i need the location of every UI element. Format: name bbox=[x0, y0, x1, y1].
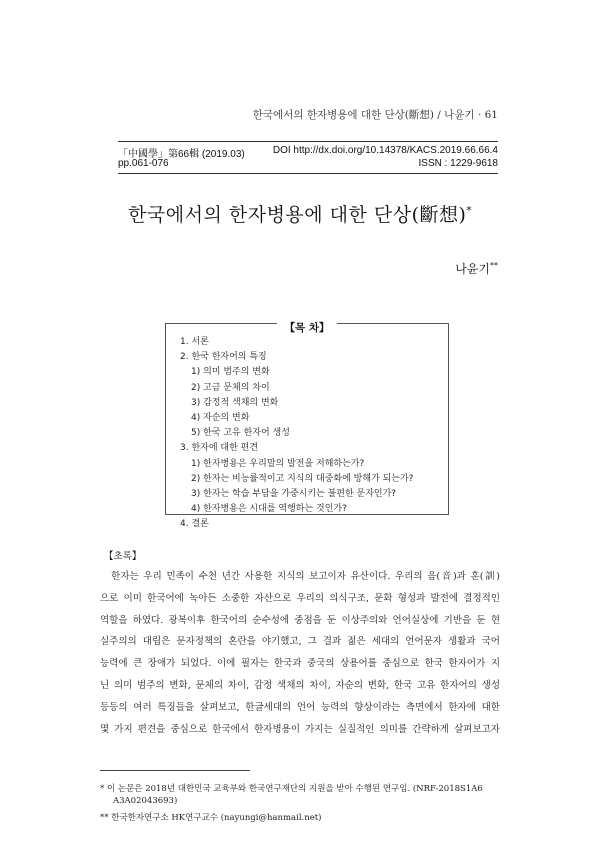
footnote-1 bbox=[100, 782, 500, 794]
toc-item[interactable]: 2. 한국 한자어의 특징 bbox=[180, 352, 267, 363]
journal-name: 「中國學」第66輯 (2019.03) bbox=[118, 149, 245, 160]
toc-item[interactable]: 3. 한자에 대한 편견 bbox=[180, 443, 259, 454]
issn: ISSN : 1229-9618 bbox=[418, 158, 498, 169]
toc-item[interactable]: 1) 한자병용은 우리말의 발전을 저해하는가? bbox=[191, 458, 365, 469]
paper-title-text: 한국에서의 한자병용에 대한 단상(斷想) bbox=[128, 204, 467, 226]
toc-item[interactable]: 2) 고금 문체의 차이 bbox=[191, 382, 270, 393]
footnote-1-text: 이 논문은 2018년 대한민국 교육부와 한국연구재단의 지원을 받아 수행된 연구임. (NRF-2018S1A6 bbox=[106, 784, 483, 794]
footnote-1-cont-text: A3A02043693) bbox=[113, 796, 178, 806]
toc-item[interactable]: 1) 의미 범주의 변화 bbox=[191, 367, 270, 378]
toc-item[interactable]: 5) 한국 고유 한자어 생성 bbox=[191, 428, 290, 439]
abstract-line: 등등의 여러 특징들을 살펴보고, 한글세대의 언어 능력의 향상이라는 측면에서 한자에 대한 bbox=[100, 701, 500, 713]
doi-link[interactable]: DOI http://dx.doi.org/10.14378/KACS.2019.66.66.4 bbox=[272, 145, 498, 156]
abstract-line: 실주의의 대립은 문자정책의 혼란을 야기했고, 그 결과 젊은 세대의 언어문자 생활과 국어 bbox=[100, 636, 500, 648]
abstract-line: 역할을 하였다. 광복이후 한국어의 순수성에 중점을 둔 이상주의와 언어실상에 기반을 둔 현 bbox=[100, 614, 500, 626]
footnote-2 bbox=[100, 811, 500, 823]
toc-item[interactable]: 2) 한자는 비능률적이고 지식의 대중화에 방해가 되는가? bbox=[191, 473, 414, 484]
author bbox=[455, 260, 498, 277]
abstract-line: 한자는 우리 민족이 수천 년간 사용한 지식의 보고이자 유산이다. 우리의 음(音)과 훈(訓) bbox=[100, 571, 500, 582]
toc-item[interactable]: 3) 감정적 색채의 변화 bbox=[191, 397, 279, 408]
footnote-2-mark: ** bbox=[100, 813, 109, 823]
abstract-line: 능력에 큰 장애가 되었다. 이에 필자는 한국과 중국의 상용어를 중심으로 한국 한자어가 지 bbox=[100, 658, 500, 670]
toc-item[interactable]: 1. 서론 bbox=[180, 337, 209, 347]
footnote-rule bbox=[100, 770, 250, 771]
meta-bottom-rule bbox=[118, 173, 498, 174]
toc-list bbox=[180, 335, 442, 532]
page-range: pp.061-076 bbox=[118, 158, 169, 169]
toc-item[interactable]: 4) 한자병용은 시대를 역행하는 것인가? bbox=[191, 504, 347, 515]
toc-item[interactable]: 4. 결론 bbox=[180, 519, 209, 530]
author-name: 나윤기 bbox=[455, 262, 490, 276]
toc-item[interactable]: 4) 자순의 변화 bbox=[191, 412, 250, 423]
journal-meta-row-2 bbox=[118, 158, 498, 169]
footnote-1-mark: * bbox=[100, 784, 105, 794]
table-of-contents bbox=[165, 322, 449, 530]
footnote-2-text: 한국한자연구소 HK연구교수 (nayungi@hanmail.net) bbox=[111, 813, 322, 823]
meta-top-rule bbox=[118, 141, 498, 142]
footnote-1-cont bbox=[113, 796, 513, 806]
toc-heading-wrap bbox=[166, 316, 448, 335]
paper-title bbox=[0, 200, 600, 227]
running-head: 한국에서의 한자병용에 대한 단상(斷想) / 나윤기 · 61 bbox=[252, 109, 498, 121]
author-footnote-mark[interactable]: ** bbox=[490, 261, 498, 270]
abstract-body bbox=[100, 566, 500, 740]
title-footnote-mark[interactable]: * bbox=[466, 205, 472, 217]
abstract-line: 으로 이미 한국어에 녹아든 소중한 자산으로 우리의 의식구조, 문화 형성과 발전에 결정적인 bbox=[100, 592, 500, 604]
abstract-label: 【초록】 bbox=[104, 551, 142, 562]
abstract-line: 몇 가지 편견을 중심으로 한국에서 한자병용이 가지는 실질적인 의미를 간략하게 살펴보고자 bbox=[100, 723, 500, 735]
abstract-line: 닌 의미 범주의 변화, 문체의 차이, 감정 색채의 차이, 자순의 변화, 한국 고유 한자어의 생성 bbox=[100, 679, 500, 691]
toc-heading: 【목 차】 bbox=[277, 322, 338, 334]
toc-item[interactable]: 3) 한자는 학습 부담을 가중시키는 불편한 문자인가? bbox=[191, 488, 397, 499]
